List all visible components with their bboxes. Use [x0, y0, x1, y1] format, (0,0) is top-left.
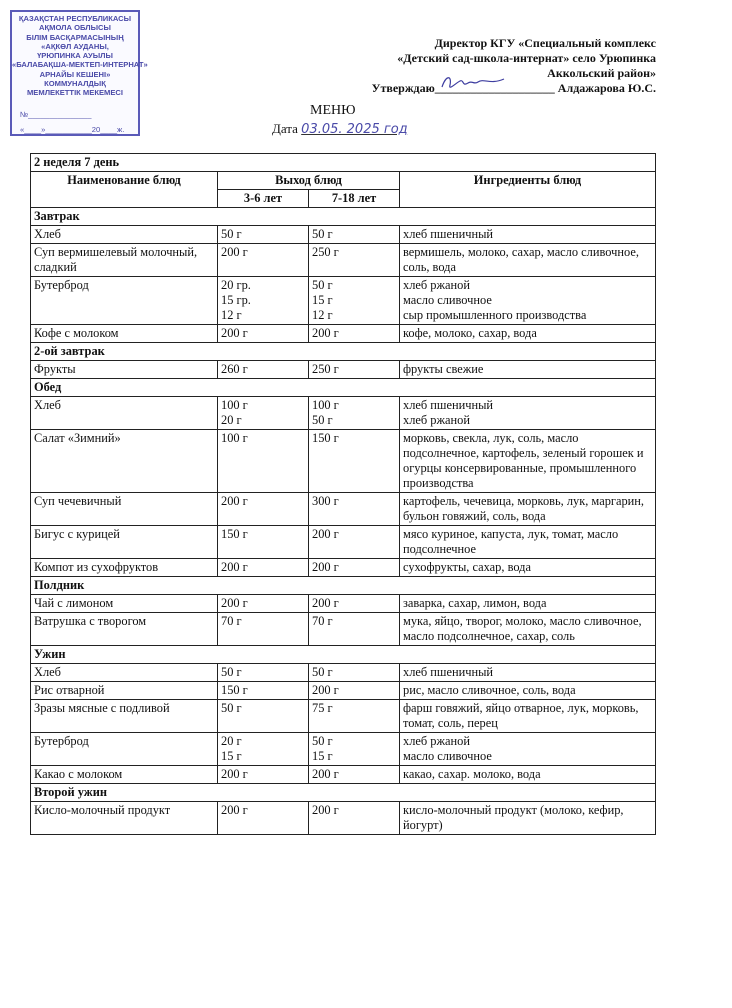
ingredients-cell: мука, яйцо, творог, молоко, масло сливочное, масло подсолнечное, сахар, соль [400, 613, 656, 646]
menu-body [31, 208, 656, 835]
ingredients-cell: заварка, сахар, лимон, вода [400, 595, 656, 613]
date-line [272, 121, 408, 137]
age-7-18-header: 7-18 лет [309, 190, 400, 208]
date-label: Дата [272, 121, 298, 136]
yield-3-6-cell: 70 г [218, 613, 309, 646]
table-row [31, 700, 656, 733]
ingredients-cell: какао, сахар. молоко, вода [400, 766, 656, 784]
stamp-line: МЕМЛЕКЕТТІК МЕКЕМЕСІ [26, 88, 124, 98]
dish-cell: Кофе с молоком [31, 325, 218, 343]
stamp-number-line: №_______________ [20, 109, 92, 119]
yield-7-18-cell: 100 г 50 г [309, 397, 400, 430]
yield-7-18-cell: 300 г [309, 493, 400, 526]
yield-7-18-cell: 200 г [309, 526, 400, 559]
table-row [31, 226, 656, 244]
menu-table [30, 153, 656, 835]
table-row [31, 595, 656, 613]
yield-3-6-cell: 50 г [218, 700, 309, 733]
ingredients-column-header: Ингредиенты блюд [400, 172, 656, 208]
ingredients-cell: сухофрукты, сахар, вода [400, 559, 656, 577]
dish-cell: Кисло-молочный продукт [31, 802, 218, 835]
meal-section-title: Полдник [31, 577, 656, 595]
yield-3-6-cell: 50 г [218, 226, 309, 244]
ingredients-cell: хлеб ржаной масло сливочное сыр промышленного производства [400, 277, 656, 325]
table-row [31, 277, 656, 325]
dish-cell: Хлеб [31, 226, 218, 244]
dish-cell: Суп чечевичный [31, 493, 218, 526]
yield-7-18-cell: 200 г [309, 595, 400, 613]
dish-cell: Зразы мясные с подливой [31, 700, 218, 733]
dish-cell: Ватрушка с творогом [31, 613, 218, 646]
dish-cell: Какао с молоком [31, 766, 218, 784]
yield-7-18-cell: 200 г [309, 559, 400, 577]
yield-7-18-cell: 200 г [309, 325, 400, 343]
stamp-line: КОММУНАЛДЫҚ [44, 79, 106, 89]
dish-cell: Бутерброд [31, 277, 218, 325]
yield-3-6-cell: 200 г [218, 559, 309, 577]
meal-section-row [31, 343, 656, 361]
date-value: 03.05. 2025 год [301, 122, 408, 137]
stamp-line: ҚАЗАҚСТАН РЕСПУБЛИКАСЫ [18, 14, 132, 23]
page-title: МЕНЮ [310, 103, 356, 118]
ingredients-cell: мясо куриное, капуста, лук, томат, масло подсолнечное [400, 526, 656, 559]
meal-section-row [31, 379, 656, 397]
table-row [31, 802, 656, 835]
yield-3-6-cell: 20 г 15 г [218, 733, 309, 766]
handwritten-signature [438, 73, 508, 93]
dish-cell: Чай с лимоном [31, 595, 218, 613]
week-day-header: 2 неделя 7 день [31, 154, 656, 172]
dish-cell: Бутерброд [31, 733, 218, 766]
yield-7-18-cell: 200 г [309, 682, 400, 700]
approval-line-2: «Детский сад-школа-интернат» село Урюпинка [397, 51, 656, 65]
yield-3-6-cell: 150 г [218, 682, 309, 700]
signature-blank: ____________________ [434, 81, 555, 95]
ingredients-cell: кофе, молоко, сахар, вода [400, 325, 656, 343]
stamp-line: АҚМОЛА ОБЛЫСЫ [39, 23, 111, 33]
yield-3-6-cell: 100 г 20 г [218, 397, 309, 430]
approve-label: Утверждаю [371, 81, 435, 95]
table-row [31, 526, 656, 559]
ingredients-cell: хлеб пшеничный хлеб ржаной [400, 397, 656, 430]
dish-cell: Суп вермишелевый молочный, сладкий [31, 244, 218, 277]
stamp-line: «БАЛАБАҚША-МЕКТЕП-ИНТЕРНАТ» [12, 60, 148, 70]
table-row [31, 325, 656, 343]
table-row [31, 559, 656, 577]
yield-7-18-cell: 250 г [309, 361, 400, 379]
yield-3-6-cell: 200 г [218, 802, 309, 835]
approval-line-3: Аккольский район» [547, 66, 656, 80]
stamp-line: ҮРЮПИНКА АУЫЛЫ [37, 51, 113, 61]
age-3-6-header: 3-6 лет [218, 190, 309, 208]
approval-block [372, 36, 656, 96]
yield-3-6-cell: 200 г [218, 595, 309, 613]
meal-section-title: Завтрак [31, 208, 656, 226]
dish-cell: Фрукты [31, 361, 218, 379]
yield-3-6-cell: 200 г [218, 493, 309, 526]
yield-3-6-cell: 100 г [218, 430, 309, 493]
table-row [31, 682, 656, 700]
meal-section-title: Обед [31, 379, 656, 397]
ingredients-cell: кисло-молочный продукт (молоко, кефир, йогурт) [400, 802, 656, 835]
yield-7-18-cell: 150 г [309, 430, 400, 493]
ingredients-cell: хлеб пшеничный [400, 664, 656, 682]
stamp-line: «АҚКӨЛ АУДАНЫ, [41, 41, 109, 51]
meal-section-row [31, 208, 656, 226]
table-row [31, 397, 656, 430]
table-row [31, 244, 656, 277]
dish-cell: Хлеб [31, 664, 218, 682]
ingredients-cell: морковь, свекла, лук, соль, масло подсолнечное, картофель, зеленый горошек и огурцы консервированные, промышленного производства [400, 430, 656, 493]
stamp-text [12, 14, 148, 98]
meal-section-title: Ужин [31, 646, 656, 664]
stamp-date-line: «____»___________20____ж. [20, 124, 125, 134]
stamp-line: БІЛІМ БАСҚАРМАСЫНЫҢ [26, 32, 124, 42]
ingredients-cell: фрукты свежие [400, 361, 656, 379]
yield-7-18-cell: 70 г [309, 613, 400, 646]
meal-section-row [31, 577, 656, 595]
signer-name: Алдажарова Ю.С. [557, 81, 656, 95]
dish-cell: Компот из сухофруктов [31, 559, 218, 577]
approval-signature-row [372, 81, 656, 96]
yield-7-18-cell: 75 г [309, 700, 400, 733]
yield-3-6-cell: 260 г [218, 361, 309, 379]
approval-line-1: Директор КГУ «Специальный комплекс [434, 36, 656, 50]
stamp-line: АРНАЙЫ КЕШЕНІ» [39, 69, 111, 79]
yield-3-6-cell: 200 г [218, 766, 309, 784]
meal-section-row [31, 784, 656, 802]
dish-cell: Хлеб [31, 397, 218, 430]
table-row [31, 613, 656, 646]
yield-3-6-cell: 20 гр. 15 гр. 12 г [218, 277, 309, 325]
ingredients-cell: хлеб ржаной масло сливочное [400, 733, 656, 766]
ingredients-cell: вермишель, молоко, сахар, масло сливочное, соль, вода [400, 244, 656, 277]
yield-3-6-cell: 150 г [218, 526, 309, 559]
meal-section-title: Второй ужин [31, 784, 656, 802]
yield-3-6-cell: 200 г [218, 325, 309, 343]
table-row [31, 493, 656, 526]
yield-7-18-cell: 250 г [309, 244, 400, 277]
yield-7-18-cell: 50 г [309, 664, 400, 682]
yield-7-18-cell: 50 г 15 г [309, 733, 400, 766]
yield-7-18-cell: 50 г 15 г 12 г [309, 277, 400, 325]
table-row [31, 733, 656, 766]
table-row [31, 430, 656, 493]
yield-7-18-cell: 200 г [309, 802, 400, 835]
dish-column-header: Наименование блюд [31, 172, 218, 208]
dish-cell: Бигус с курицей [31, 526, 218, 559]
official-stamp [10, 10, 148, 136]
ingredients-cell: хлеб пшеничный [400, 226, 656, 244]
ingredients-cell: картофель, чечевица, морковь, лук, маргарин, бульон говяжий, соль, вода [400, 493, 656, 526]
dish-cell: Салат «Зимний» [31, 430, 218, 493]
ingredients-cell: рис, масло сливочное, соль, вода [400, 682, 656, 700]
dish-cell: Рис отварной [31, 682, 218, 700]
table-row [31, 766, 656, 784]
yield-3-6-cell: 200 г [218, 244, 309, 277]
yield-7-18-cell: 200 г [309, 766, 400, 784]
table-row [31, 664, 656, 682]
meal-section-row [31, 646, 656, 664]
yield-column-header: Выход блюд [218, 172, 400, 190]
ingredients-cell: фарш говяжий, яйцо отварное, лук, морковь, томат, соль, перец [400, 700, 656, 733]
yield-7-18-cell: 50 г [309, 226, 400, 244]
table-row [31, 361, 656, 379]
yield-3-6-cell: 50 г [218, 664, 309, 682]
meal-section-title: 2-ой завтрак [31, 343, 656, 361]
